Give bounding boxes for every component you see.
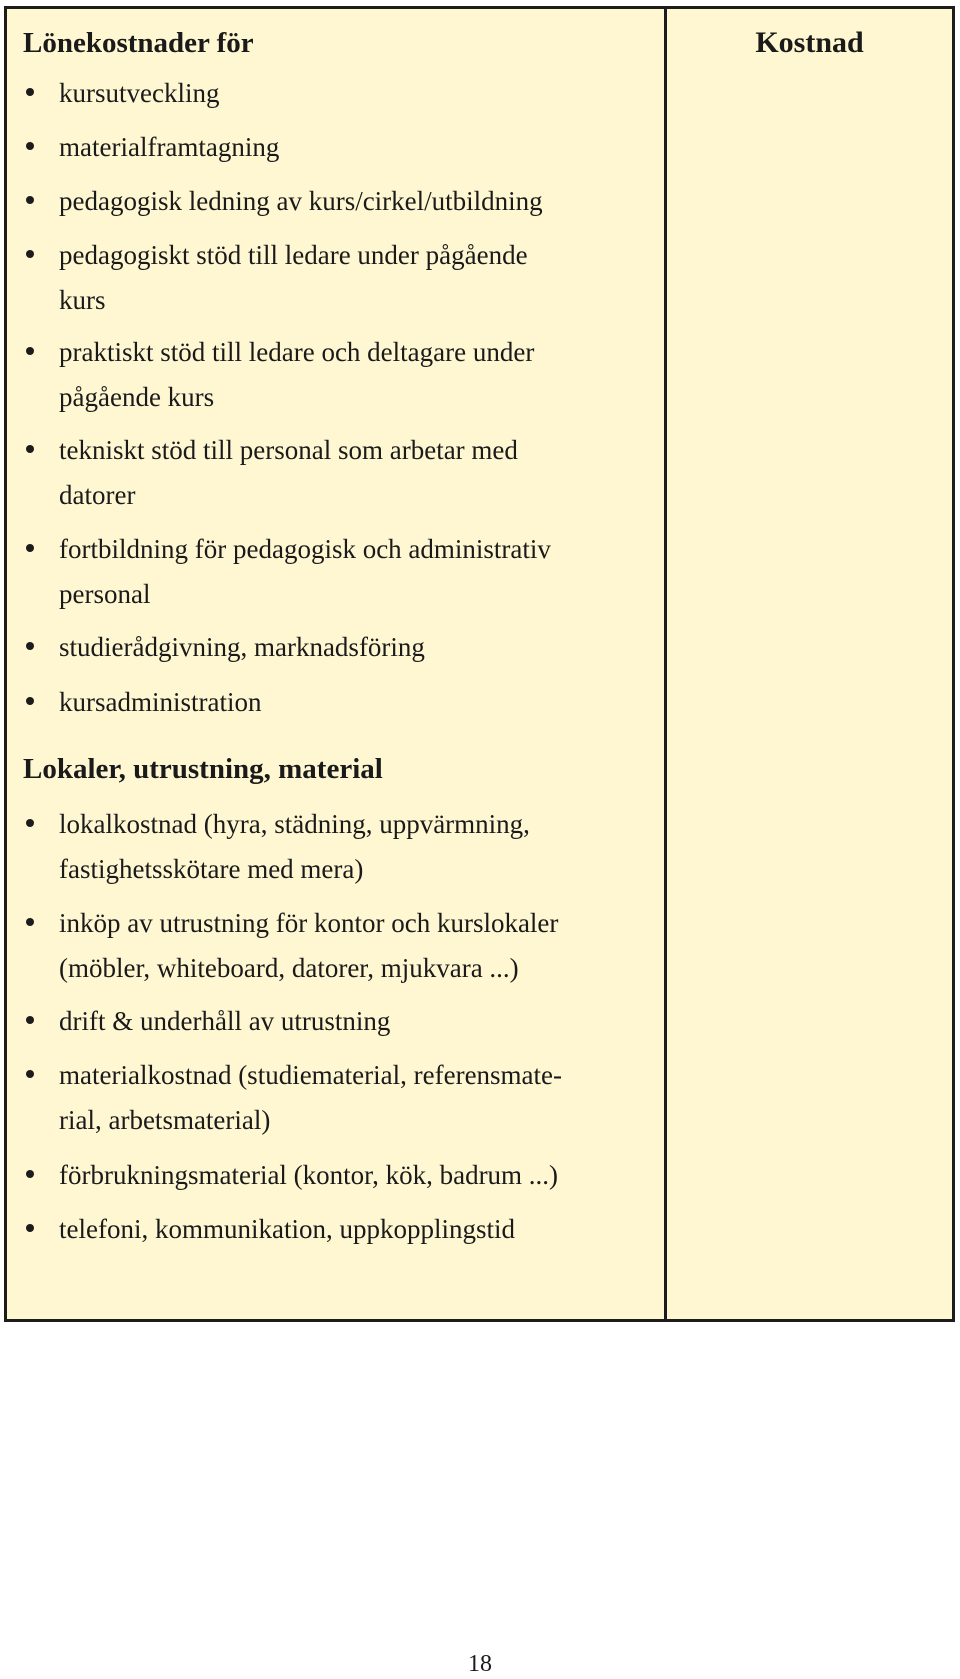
bullet-icon	[26, 1170, 34, 1178]
bullet-icon	[26, 1070, 34, 1078]
bullet-icon	[26, 642, 34, 650]
bullet-icon	[26, 88, 34, 96]
bullet-icon	[26, 819, 34, 827]
bullet-icon	[26, 196, 34, 204]
bullet-icon	[26, 142, 34, 150]
bullet-icon	[26, 918, 34, 926]
cost-column-header: Kostnad	[755, 26, 864, 59]
bullet-icon	[26, 1224, 34, 1232]
cost-table: Lönekostnader för kursutveckling materialframtagning pedagogisk ledning av kurs/cirkel/utbildning pedagogiskt stöd till ledare under pågående kurs praktiskt stöd till ledare och deltagare under pågående kurs tekniskt stöd till personal som arbetar med datorer fortbildning för pedagogisk och administrativ personal studierådgivning, marknadsföring kursadministration Lokaler, utrustning, material lokalkostnad (hyra, städning, uppvärmning, fastighetsskötare med mera) inköp av utrustning för kontor och kurslokaler (möbler, whiteboard, datorer, mjukvara ...) drift & underhåll av utrustning materialkostnad (studiematerial, referensmate- rial, arbetsmaterial) förbrukningsmaterial (kontor, kök, badrum ...) telefoni, kommunikation, uppkopplingstid Kostnad	[4, 6, 955, 1322]
bullet-icon	[26, 347, 34, 355]
bullet-icon	[26, 1016, 34, 1024]
column-divider	[664, 9, 667, 1319]
bullet-icon	[26, 250, 34, 258]
bullet-icon	[26, 445, 34, 453]
page-number: 18	[468, 1651, 492, 1677]
bullet-icon	[26, 544, 34, 552]
section-heading-premises: Lokaler, utrustning, material	[23, 753, 383, 785]
section-heading-salary: Lönekostnader för	[23, 27, 254, 59]
bullet-icon	[26, 697, 34, 705]
